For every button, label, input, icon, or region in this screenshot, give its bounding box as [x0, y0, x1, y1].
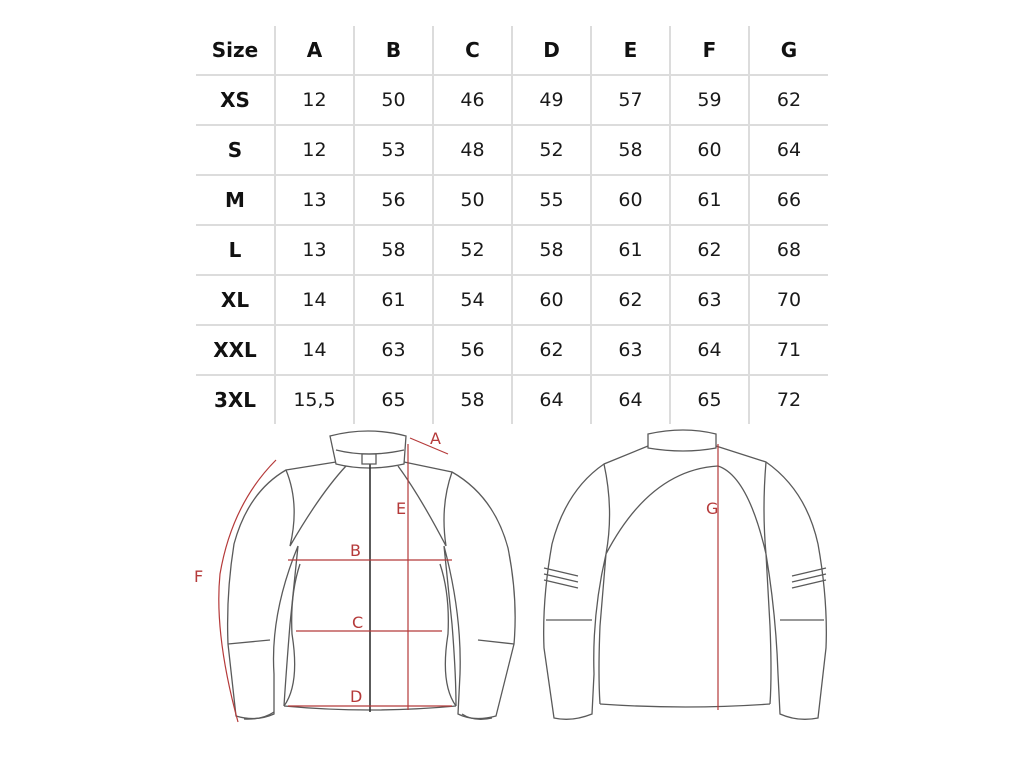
measurement-cell: 63 [591, 325, 670, 375]
header-b: B [354, 26, 433, 75]
measurement-cell: 62 [512, 325, 591, 375]
front-measurement-lines [219, 438, 452, 722]
measurement-cell: 52 [433, 225, 512, 275]
measurement-cell: 61 [670, 175, 749, 225]
measurement-cell: 64 [670, 325, 749, 375]
measurement-cell: 52 [512, 125, 591, 175]
measurement-cell: 50 [354, 75, 433, 125]
size-cell: M [196, 175, 275, 225]
measurement-cell: 65 [354, 375, 433, 424]
size-cell: XXL [196, 325, 275, 375]
header-f: F [670, 26, 749, 75]
measurement-cell: 68 [749, 225, 828, 275]
measurement-cell: 13 [275, 225, 354, 275]
measure-label-c: C [352, 613, 364, 632]
size-cell: 3XL [213, 388, 257, 412]
table-row [196, 325, 828, 375]
size-cell: XS [196, 75, 275, 125]
back-jacket-illustration [544, 430, 827, 719]
measurement-cell: 60 [591, 175, 670, 225]
measurement-cell: 61 [591, 225, 670, 275]
measurement-cell: 14 [275, 275, 354, 325]
size-cell: S [196, 125, 275, 175]
measure-label-g: G [706, 499, 719, 518]
measurement-cell: 64 [512, 375, 591, 424]
table-row [196, 125, 828, 175]
measurement-cell: 57 [591, 75, 670, 125]
measurement-cell: 58 [433, 375, 512, 424]
measurement-cell: 12 [275, 125, 354, 175]
size-chart-table [196, 26, 828, 424]
table-body [196, 75, 828, 424]
measurement-cell: 60 [670, 125, 749, 175]
measure-label-b: B [350, 541, 361, 560]
measurement-cell: 12 [275, 75, 354, 125]
measurement-cell: 49 [512, 75, 591, 125]
header-e: E [591, 26, 670, 75]
table-header-row [196, 26, 828, 75]
measurement-cell: 46 [433, 75, 512, 125]
measurement-cell: 63 [354, 325, 433, 375]
measurement-cell: 63 [670, 275, 749, 325]
measure-label-d: D [350, 687, 363, 706]
measurement-cell: 71 [749, 325, 828, 375]
measurement-cell: 58 [591, 125, 670, 175]
size-cell: L [196, 225, 275, 275]
jacket-diagram-svg [0, 414, 1024, 768]
measurement-cell: 13 [275, 175, 354, 225]
measurement-cell: 70 [749, 275, 828, 325]
measurement-cell: 64 [591, 375, 670, 424]
measurement-cell: 48 [433, 125, 512, 175]
header-g: G [749, 26, 828, 75]
measurement-cell: 50 [433, 175, 512, 225]
header-a: A [275, 26, 354, 75]
measure-label-e: E [396, 499, 407, 518]
measurement-cell: 15,5 [275, 375, 354, 424]
header-d: D [512, 26, 591, 75]
measurement-cell: 59 [670, 75, 749, 125]
measurement-cell: 62 [591, 275, 670, 325]
measurement-cell: 62 [749, 75, 828, 125]
measurement-cell: 72 [749, 375, 828, 424]
table-row [196, 225, 828, 275]
measurement-cell: 58 [512, 225, 591, 275]
measure-label-f: F [194, 567, 204, 586]
measurement-cell: 64 [749, 125, 828, 175]
measurement-cell: 54 [433, 275, 512, 325]
measurement-cell: 56 [354, 175, 433, 225]
size-cell: XL [196, 275, 275, 325]
measurement-cell: 65 [670, 375, 749, 424]
measurement-cell: 61 [354, 275, 433, 325]
measurement-cell: 14 [275, 325, 354, 375]
measurement-cell: 62 [670, 225, 749, 275]
table-row [196, 275, 828, 325]
measurement-cell: 53 [354, 125, 433, 175]
front-jacket-illustration [228, 431, 516, 719]
measurement-cell: 58 [354, 225, 433, 275]
measure-label-a: A [430, 429, 441, 448]
table-row [196, 75, 828, 125]
measurement-cell: 66 [749, 175, 828, 225]
jacket-diagrams [0, 414, 1024, 768]
table-row [196, 175, 828, 225]
measurement-cell: 56 [433, 325, 512, 375]
header-size: Size [196, 26, 275, 75]
measurement-cell: 60 [512, 275, 591, 325]
measurement-cell: 55 [512, 175, 591, 225]
header-c: C [433, 26, 512, 75]
